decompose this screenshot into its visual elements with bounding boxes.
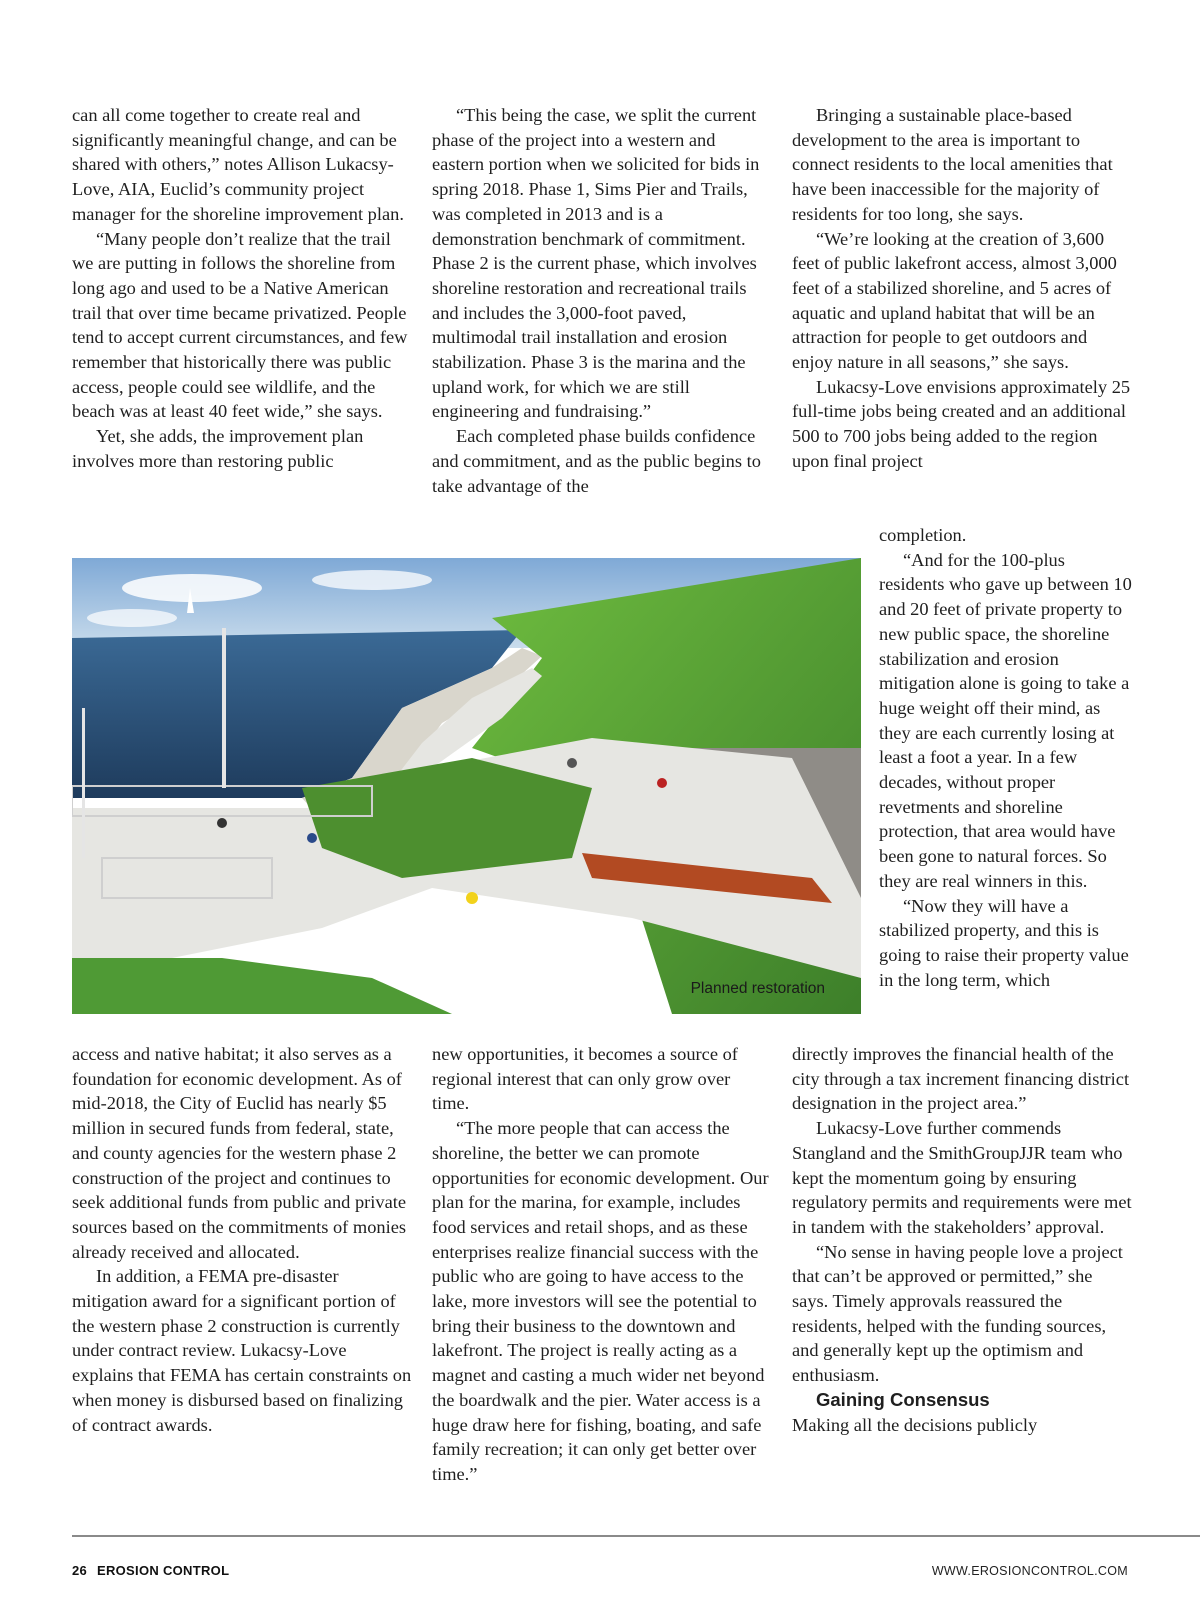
footer-folio <box>72 1563 229 1578</box>
person <box>307 833 317 843</box>
paragraph: Each completed phase builds confidence and commitment, and as the public begins to take advantage of the <box>432 426 761 496</box>
foreground-grass <box>72 958 452 1014</box>
lamp-post <box>82 708 85 858</box>
cloud <box>87 609 177 627</box>
paragraph: new opportunities, it becomes a source of regional interest that can only grow over time. <box>432 1044 738 1114</box>
paragraph: Yet, she adds, the improvement plan involves more than restoring public <box>72 426 364 471</box>
person <box>217 818 227 828</box>
paragraph: access and native habitat; it also serves as a foundation for economic development. As of mid-2018, the City of Euclid has nearly $5 million in secured funds from federal, state, and county agencies for the western phase 2 construction of the project and continues to seek additional funds from public and private sources based on the commitments of monies already received and allocated. <box>72 1044 407 1262</box>
person <box>567 758 577 768</box>
section-subhead: Gaining Consensus <box>816 1388 990 1410</box>
column-3-sidebar-text <box>879 523 1133 992</box>
figure-caption: Planned restoration <box>690 980 825 997</box>
column-2-bottom <box>432 1042 772 1487</box>
column-2-top <box>432 103 772 498</box>
website-link[interactable]: WWW.EROSIONCONTROL.COM <box>931 1564 1128 1578</box>
column-1-bottom <box>72 1042 412 1437</box>
paragraph: “The more people that can access the shoreline, the better we can promote opportunities for economic development. Our plan for the marina, for example, includes food services and retail shops, and as these enterprises realize financial success with the public who are going to have access to the lake, more investors will see the potential to bring their business to the downtown and lakefront. The project is really acting as a magnet and casting a much wider net beyond the boardwalk and the pier. Water access is a huge draw here for fishing, boating, and safe family recreation; it can only get better over time.” <box>432 1118 769 1484</box>
paragraph: can all come together to create real and significantly meaningful change, and can be shared with others,” notes Allison Lukacsy-Love, AIA, Euclid’s community project manager for the shoreline improvement plan. <box>72 105 404 224</box>
planned-restoration-image <box>72 558 861 1014</box>
paragraph: In addition, a FEMA pre-disaster mitigation award for a significant portion of the western phase 2 construction is currently under contract review. Lukacsy-Love explains that FEMA has certain constraints on when money is disbursed based on finalizing of contract awards. <box>72 1266 412 1435</box>
cloud <box>122 574 262 602</box>
page-number: 26 <box>72 1563 88 1578</box>
lamp-post <box>222 628 226 788</box>
paragraph: Lukacsy-Love envisions approximately 25 full-time jobs being created and an additional 500 to 700 jobs being added to the region upon final project <box>792 376 1131 471</box>
paragraph: “No sense in having people love a project that can’t be approved or permitted,” she says. Timely approvals reassured the residents, helped with the funding sources, and generally kept up the optimism and enthusiasm. <box>792 1241 1123 1386</box>
paragraph: Making all the decisions publicly <box>792 1414 1038 1435</box>
paragraph: Lukacsy-Love further commends Stangland and the SmithGroupJJR team who kept the momentum going by ensuring regulatory permits and requirements were met in tandem with the stakeholders’ approval. <box>792 1118 1132 1237</box>
column-3-top <box>792 103 1132 474</box>
person <box>657 778 667 788</box>
person <box>466 892 478 904</box>
paragraph: Bringing a sustainable place-based development to the area is important to connect residents to the local amenities that have been inaccessible for the majority of residents for too long, she says. <box>792 105 1113 224</box>
publication-name: EROSION CONTROL <box>96 1563 230 1578</box>
column-3-bottom <box>792 1042 1132 1437</box>
paragraph: directly improves the financial health of the city through a tax increment financing district designation in the project area.” <box>792 1044 1130 1114</box>
paragraph: completion. <box>879 525 967 545</box>
paragraph: “And for the 100-plus residents who gave up between 10 and 20 feet of private property to new public space, the shoreline stabilization and erosion mitigation alone is going to take a huge weight off their mind, as they are each currently losing at least a foot a year. In a few decades, without proper revetments and shoreline protection, that area would have been gone to natural forces. So they are real winners in this. <box>879 549 1132 891</box>
paragraph: “Many people don’t realize that the trail we are putting in follows the shoreline from long ago and used to be a Native American trail that over time became privatized. People tend to accept current circumstances, and few remember that historically there was public access, people could see wildlife, and the beach was at least 40 feet wide,” she says. <box>72 228 408 422</box>
paragraph: “This being the case, we split the current phase of the project into a western and eastern portion when we solicited for bids in spring 2018. Phase 1, Sims Pier and Trails, was completed in 2013 and is a demonstration benchmark of commitment. Phase 2 is the current phase, which involves shoreline restoration and recreational trails and includes the 3,000-foot paved, multimodal trail installation and erosion stabilization. Phase 3 is the marina and the upland work, for which we are still engineering and fundraising.” <box>432 105 760 422</box>
restoration-illustration <box>72 558 861 1014</box>
paragraph: “We’re looking at the creation of 3,600 feet of public lakefront access, almost 3,000 feet of a stabilized shoreline, and 5 acres of aquatic and upland habitat that will be an attraction for people to get outdoors and enjoy nature in all seasons,” she says. <box>792 228 1117 373</box>
paragraph: “Now they will have a stabilized property, and this is going to raise their property value in the long term, which <box>879 895 1129 990</box>
cloud <box>312 570 432 590</box>
footer-rule <box>72 1535 1200 1537</box>
column-1-top <box>72 103 412 474</box>
